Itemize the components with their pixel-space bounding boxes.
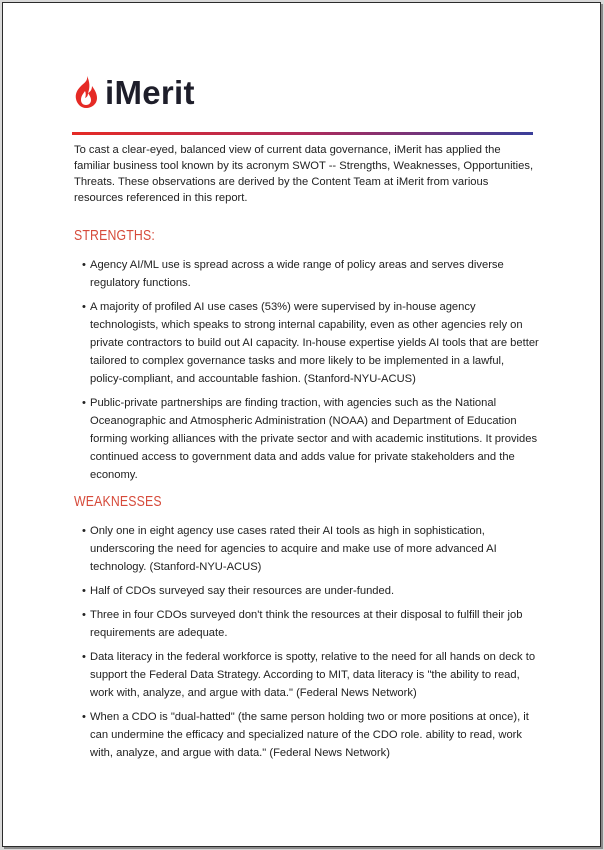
bullet-icon: • bbox=[82, 301, 86, 313]
bullet-icon: • bbox=[82, 651, 86, 663]
list-item bbox=[74, 648, 539, 702]
list-item-text: Half of CDOs surveyed say their resources are under-funded. bbox=[90, 585, 395, 597]
list-item bbox=[74, 522, 539, 576]
list-item bbox=[74, 256, 539, 292]
list-item bbox=[74, 582, 539, 600]
brand-name: iMerit bbox=[105, 73, 195, 111]
list-item bbox=[74, 298, 539, 388]
bullet-icon: • bbox=[82, 397, 86, 409]
bullet-icon: • bbox=[82, 259, 86, 271]
weaknesses-list bbox=[74, 522, 539, 768]
bullet-icon: • bbox=[82, 525, 86, 537]
strengths-heading: STRENGTHS: bbox=[74, 227, 155, 244]
list-item-text: When a CDO is "dual-hatted" (the same person holding two or more positions at once), it can undermine the efficacy and specialized nature of the CDO role. ability to read, work with, analyze, and argue with data." (Federal News Network) bbox=[90, 711, 529, 759]
weaknesses-heading: WEAKNESSES bbox=[74, 493, 162, 510]
list-item-text: Public-private partnerships are finding traction, with agencies such as the National Oceanographic and Atmospheric Administration (NOAA) and Department of Education forming working alliances with the private sector and with academic institutions. It provides continued access to government data and adds value for private stakeholders and the economy. bbox=[90, 397, 538, 481]
list-item-text: Only one in eight agency use cases rated their AI tools as high in sophistication, underscoring the need for agencies to acquire and make use of more advanced AI technology. (Stanford-NYU-ACUS) bbox=[90, 525, 497, 573]
list-item bbox=[74, 394, 539, 484]
list-item bbox=[74, 708, 539, 762]
intro-paragraph: To cast a clear-eyed, balanced view of current data governance, iMerit has applied the familiar business tool known by its acronym SWOT -- Strengths, Weaknesses, Opportunities, Threats. These observations are derived by the Content Team at iMerit from various resources referenced in this report. bbox=[74, 144, 534, 204]
list-item-text: Three in four CDOs surveyed don't think the resources at their disposal to fulfill their job requirements are adequate. bbox=[90, 609, 523, 639]
list-item bbox=[74, 606, 539, 642]
brand-logo bbox=[73, 75, 195, 109]
bullet-icon: • bbox=[82, 609, 86, 621]
bullet-icon: • bbox=[82, 585, 86, 597]
bullet-icon: • bbox=[82, 711, 86, 723]
header-divider bbox=[72, 132, 533, 135]
list-item-text: A majority of profiled AI use cases (53%) were supervised by in-house agency technologists, which speaks to strong internal capability, even as other agencies rely on private contractors to build out AI capacity. In-house expertise yields AI tools that are better tailored to complex governance tasks and more likely to be implemented in a lawful, policy-compliant, and accountable fashion. (Stanford-NYU-ACUS) bbox=[90, 301, 539, 385]
flame-icon bbox=[73, 75, 99, 109]
list-item-text: Data literacy in the federal workforce is spotty, relative to the need for all hands on deck to support the Federal Data Strategy. According to MIT, data literacy is "the ability to read, work with, analyze, and argue with data." (Federal News Network) bbox=[90, 651, 536, 699]
strengths-list bbox=[74, 256, 539, 490]
list-item-text: Agency AI/ML use is spread across a wide range of policy areas and serves diverse regulatory functions. bbox=[90, 259, 504, 289]
document-page bbox=[2, 2, 601, 847]
